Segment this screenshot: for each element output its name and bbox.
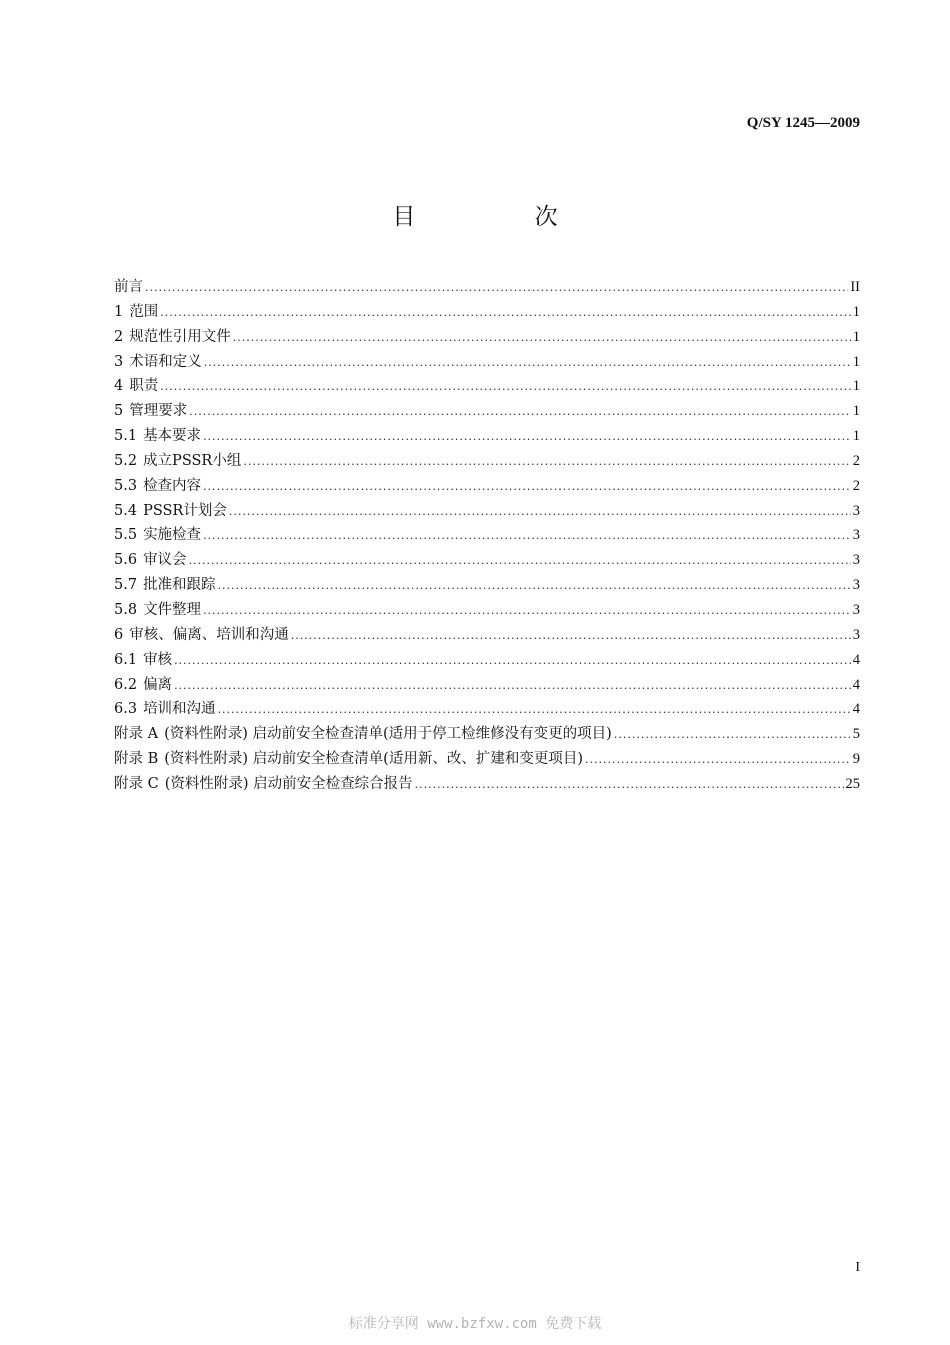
toc-entry[interactable]	[114, 300, 860, 325]
toc-entry-title: 偏离	[143, 676, 173, 693]
toc-entry-number: 5.6	[114, 552, 138, 569]
toc-entry[interactable]	[114, 673, 860, 698]
toc-entry[interactable]	[114, 374, 860, 399]
toc-entry-number: 4	[114, 378, 124, 395]
dot-leader	[218, 698, 851, 723]
dot-leader	[415, 773, 844, 798]
toc-entry-page: 3	[852, 502, 860, 519]
toc-entry-number: 附录 C	[114, 775, 159, 792]
table-of-contents	[114, 275, 860, 797]
dot-leader	[160, 301, 851, 326]
toc-entry-page: 4	[852, 701, 860, 718]
toc-entry-title: 基本要求	[143, 428, 202, 445]
toc-entry[interactable]	[114, 697, 860, 722]
toc-entry[interactable]	[114, 548, 860, 573]
toc-entry-number: 附录 A	[114, 726, 159, 743]
toc-entry-label	[114, 648, 172, 673]
toc-entry[interactable]	[114, 598, 860, 623]
toc-entry-page: 1	[852, 328, 860, 345]
toc-entry[interactable]	[114, 722, 860, 747]
toc-entry-page: 9	[852, 751, 860, 768]
toc-entry[interactable]	[114, 648, 860, 673]
page-title: 目 次	[392, 204, 614, 230]
toc-entry[interactable]	[114, 325, 860, 350]
toc-entry-title: 文件整理	[143, 601, 202, 618]
toc-entry-label	[114, 523, 201, 548]
toc-entry-page: 1	[852, 378, 860, 395]
toc-entry-page: 4	[852, 651, 860, 668]
toc-entry[interactable]	[114, 623, 860, 648]
toc-entry-page: II	[850, 279, 860, 295]
toc-entry-page: 3	[852, 626, 860, 643]
toc-entry-number: 2	[114, 328, 124, 345]
toc-entry-number: 6	[114, 626, 124, 643]
toc-entry-title: 审核	[143, 651, 173, 668]
toc-entry-label	[114, 548, 187, 573]
toc-entry-label	[114, 399, 187, 424]
toc-entry-number: 1	[114, 303, 124, 320]
toc-entry-page: 5	[852, 726, 860, 743]
toc-entry-page: 1	[852, 353, 860, 370]
toc-entry[interactable]	[114, 399, 860, 424]
toc-entry-title: 审议会	[143, 552, 187, 569]
toc-entry-title: (资料性附录) 启动前安全检查清单(适用新、改、扩建和变更项目)	[164, 751, 584, 768]
toc-entry-page: 3	[852, 527, 860, 544]
dot-leader	[145, 276, 848, 301]
toc-entry-label	[114, 449, 241, 474]
toc-entry-page: 4	[852, 676, 860, 693]
toc-entry-page: 25	[845, 775, 860, 792]
standard-code: Q/SY 1245—2009	[746, 115, 860, 131]
toc-entry-title: 批准和跟踪	[143, 577, 216, 594]
toc-entry[interactable]	[114, 772, 860, 797]
dot-leader	[585, 748, 851, 773]
dot-leader	[229, 500, 851, 525]
toc-entry-page: 1	[852, 403, 860, 420]
toc-entry-title: PSSR计划会	[143, 502, 227, 519]
toc-entry[interactable]	[114, 350, 860, 375]
toc-entry-title: 前言	[114, 279, 143, 295]
toc-entry-number: 5.8	[114, 601, 138, 618]
dot-leader	[218, 574, 851, 599]
toc-entry-page: 1	[852, 303, 860, 320]
toc-entry-number: 3	[114, 353, 124, 370]
dot-leader	[233, 326, 851, 351]
toc-entry-page: 3	[852, 552, 860, 569]
dot-leader	[204, 351, 851, 376]
dot-leader	[203, 599, 851, 624]
toc-entry-title: 范围	[129, 303, 159, 320]
dot-leader	[203, 425, 851, 450]
toc-entry-label	[114, 573, 216, 598]
toc-entry-label	[114, 499, 227, 524]
toc-entry-label	[114, 772, 413, 797]
toc-entry-label	[114, 673, 172, 698]
toc-entry-number: 6.3	[114, 701, 138, 718]
toc-entry-label	[114, 300, 158, 325]
toc-entry-number: 6.2	[114, 676, 138, 693]
dot-leader	[160, 375, 851, 400]
toc-entry-number: 5.2	[114, 452, 138, 469]
toc-entry-page: 2	[852, 477, 860, 494]
toc-entry[interactable]	[114, 747, 860, 772]
toc-entry-title: 实施检查	[143, 527, 202, 544]
dot-leader	[189, 549, 851, 574]
dot-leader	[291, 624, 851, 649]
watermark: 标准分享网 www.bzfxw.com 免费下载	[348, 1316, 602, 1332]
toc-entry-label	[114, 623, 289, 648]
toc-entry-title: (资料性附录) 启动前安全检查综合报告	[164, 775, 413, 792]
toc-entry-label	[114, 697, 216, 722]
toc-entry-label	[114, 325, 231, 350]
toc-entry-number: 5	[114, 403, 124, 420]
toc-entry-number: 5.4	[114, 502, 138, 519]
toc-entry-title: 规范性引用文件	[129, 328, 231, 345]
toc-entry-label	[114, 424, 201, 449]
dot-leader	[203, 475, 851, 500]
dot-leader	[174, 649, 851, 674]
toc-entry-page: 3	[852, 577, 860, 594]
toc-entry-title: 管理要求	[129, 403, 188, 420]
toc-entry-label	[114, 747, 583, 772]
toc-entry-number: 5.5	[114, 527, 138, 544]
toc-entry[interactable]	[114, 523, 860, 548]
toc-entry-number: 5.1	[114, 428, 138, 445]
toc-entry-page: 2	[852, 452, 860, 469]
toc-entry-number: 5.3	[114, 477, 138, 494]
toc-entry[interactable]	[114, 474, 860, 499]
toc-entry-title: 审核、偏离、培训和沟通	[129, 626, 289, 643]
dot-leader	[203, 524, 851, 549]
toc-entry-label	[114, 474, 201, 499]
toc-entry-title: 职责	[129, 378, 159, 395]
toc-entry[interactable]	[114, 573, 860, 598]
toc-entry-page: 3	[852, 601, 860, 618]
toc-entry-label	[114, 598, 201, 623]
toc-entry-title: 成立PSSR小组	[143, 452, 242, 469]
toc-entry[interactable]	[114, 275, 860, 300]
toc-entry-label	[114, 722, 612, 747]
dot-leader	[614, 723, 851, 748]
toc-entry[interactable]	[114, 449, 860, 474]
toc-entry-title: (资料性附录) 启动前安全检查清单(适用于停工检维修没有变更的项目)	[164, 726, 612, 743]
dot-leader	[243, 450, 850, 475]
toc-entry-title: 检查内容	[143, 477, 202, 494]
toc-entry-number: 5.7	[114, 577, 138, 594]
toc-entry-label	[114, 350, 202, 375]
toc-entry-title: 术语和定义	[129, 353, 202, 370]
toc-entry-number: 附录 B	[114, 751, 159, 768]
toc-entry-title: 培训和沟通	[143, 701, 216, 718]
dot-leader	[174, 674, 851, 699]
toc-entry-number: 6.1	[114, 651, 138, 668]
toc-entry-label	[114, 374, 158, 399]
toc-entry-label	[114, 275, 143, 300]
toc-entry[interactable]	[114, 499, 860, 524]
dot-leader	[189, 400, 851, 425]
toc-entry[interactable]	[114, 424, 860, 449]
page-number: I	[855, 1260, 860, 1275]
toc-entry-page: 1	[852, 428, 860, 445]
